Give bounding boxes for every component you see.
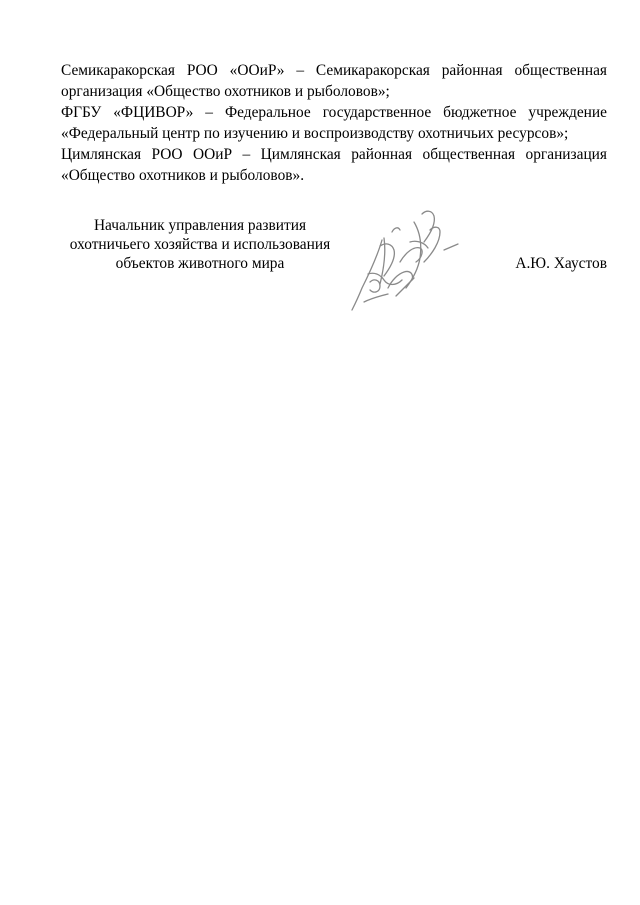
- abbreviation-entry: Семикаракорская РОО «ООиР» – Семикаракорская районная общественная организация «Общество охотников и рыболовов»;: [61, 62, 607, 100]
- handwritten-signature: [340, 202, 470, 314]
- signer-name: А.Ю. Хаустов: [515, 255, 607, 272]
- signer-position: [60, 216, 340, 273]
- signer-position-line: Начальник управления развития: [93, 217, 307, 234]
- signature-block: [0, 216, 640, 326]
- abbreviation-entry: ФГБУ «ФЦИВОР» – Федеральное государственное бюджетное учреждение «Федеральный центр по изучению и воспроизводству охотничьих ресурсов»;: [61, 104, 607, 142]
- signer-position-line: объектов животного мира: [115, 255, 285, 272]
- signer-position-line: охотничьего хозяйства и использования: [69, 236, 331, 253]
- abbreviations-list: [61, 60, 607, 186]
- abbreviation-entry: Цимлянская РОО ООиР – Цимлянская районная общественная организация «Общество охотников и рыболовов».: [61, 146, 607, 184]
